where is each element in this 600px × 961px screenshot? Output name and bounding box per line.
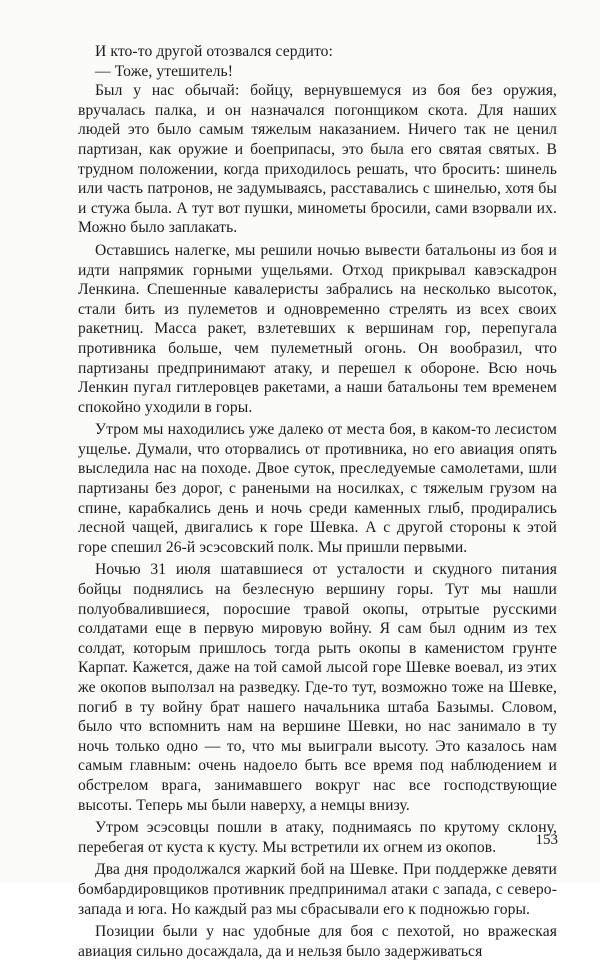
paragraph-6: Ночью 31 июля шатавшиеся от усталости и скудного питания бойцы поднялись на безлесную вершину горы. Тут мы нашли полуобвалившиеся, поросшие травой окопы, отрытые русскими солдатами еще в первую мировую войну. Я сам был одним из тех солдат, которым пришлось тогда рыть окопы в каменистом грунте Карпат. Кажется, даже на той самой лысой горе Шевке воевал, из этих же окопов выползал на разведку. Где-то тут, возможно тоже на Шевке, погиб в ту войну брат нашего начальника штаба Базымы. Словом, было что вспомнить нам на вершине Шевки, но нас занимало в ту ночь только одно — то, что мы выиграли высоту. Это казалось нам самым главным: очень надоело быть все время под наблюдением и обстрелом врага, занимавшего вокруг нас все господствующие высоты. Теперь мы были наверху, а немцы внизу.: [78, 561, 557, 814]
paragraph-2: — Тоже, утешитель!: [95, 62, 234, 80]
page-text: [78, 42, 557, 961]
paragraph-1: И кто-то другой отозвался сердито:: [95, 43, 333, 60]
paragraph-7: Утром эсэсовцы пошли в атаку, поднимаясь по крутому склону, перебегая от куста к кусту. Мы встретили их огнем из окопов.: [78, 819, 557, 856]
page-number: 153: [535, 832, 558, 848]
paragraph-9: Позиции были у нас удобные для боя с пехотой, но вражеская авиация сильно досаждала, да и нельзя было задерживаться: [78, 923, 557, 960]
paragraph-8: Два дня продолжался жаркий бой на Шевке. При поддержке девяти бомбардировщиков противник предпринимал атаки с запада, с северо-запада и юга. Но каждый раз мы сбрасывали его к подножью горы.: [78, 861, 557, 918]
paragraph-4: Оставшись налегке, мы решили ночью вывести батальоны из боя и идти напрямик горными ущельями. Отход прикрывал кавэскадрон Ленкина. Спешенные кавалеристы забрались на несколько высоток, стали бить из пулеметов и одновременно стрелять из всех своих ракетниц. Масса ракет, взлетевших к вершинам гор, перепугала противника больше, чем пулеметный огонь. Он вообразил, что партизаны предпринимают атаку, и перешел к обороне. Всю ночь Ленкин пугал гитлеровцев ракетами, а наши батальоны тем временем спокойно уходили в горы.: [78, 241, 557, 416]
paragraph-5: Утром мы находились уже далеко от места боя, в каком-то лесистом ущелье. Думали, что оторвались от противника, но его авиация опять выследила нас на походе. Двое суток, преследуемые самолетами, шли партизаны без дорог, с ранеными на носилках, с тяжелым грузом на спине, карабкались день и ночь среди каменных глыб, продирались лесной чащей, двигались к горе Шевка. А с другой стороны к этой горе спешил 26-й эсэсовский полк. Мы пришли первыми.: [78, 421, 557, 556]
paragraph-3: Был у нас обычай: бойцу, вернувшемуся из боя без оружия, вручалась палка, и он назначался погонщиком скота. Для наших людей это было самым тяжелым наказанием. Ничего так не ценил партизан, как оружие и боеприпасы, это была его святая святых. В трудном положении, когда приходилось решать, что бросить: шинель или часть патронов, не задумываясь, расставались с шинелью, хотя бы и стужа была. А тут вот пушки, минометы бросили, сами взорвали их. Можно было заплакать.: [78, 82, 557, 237]
